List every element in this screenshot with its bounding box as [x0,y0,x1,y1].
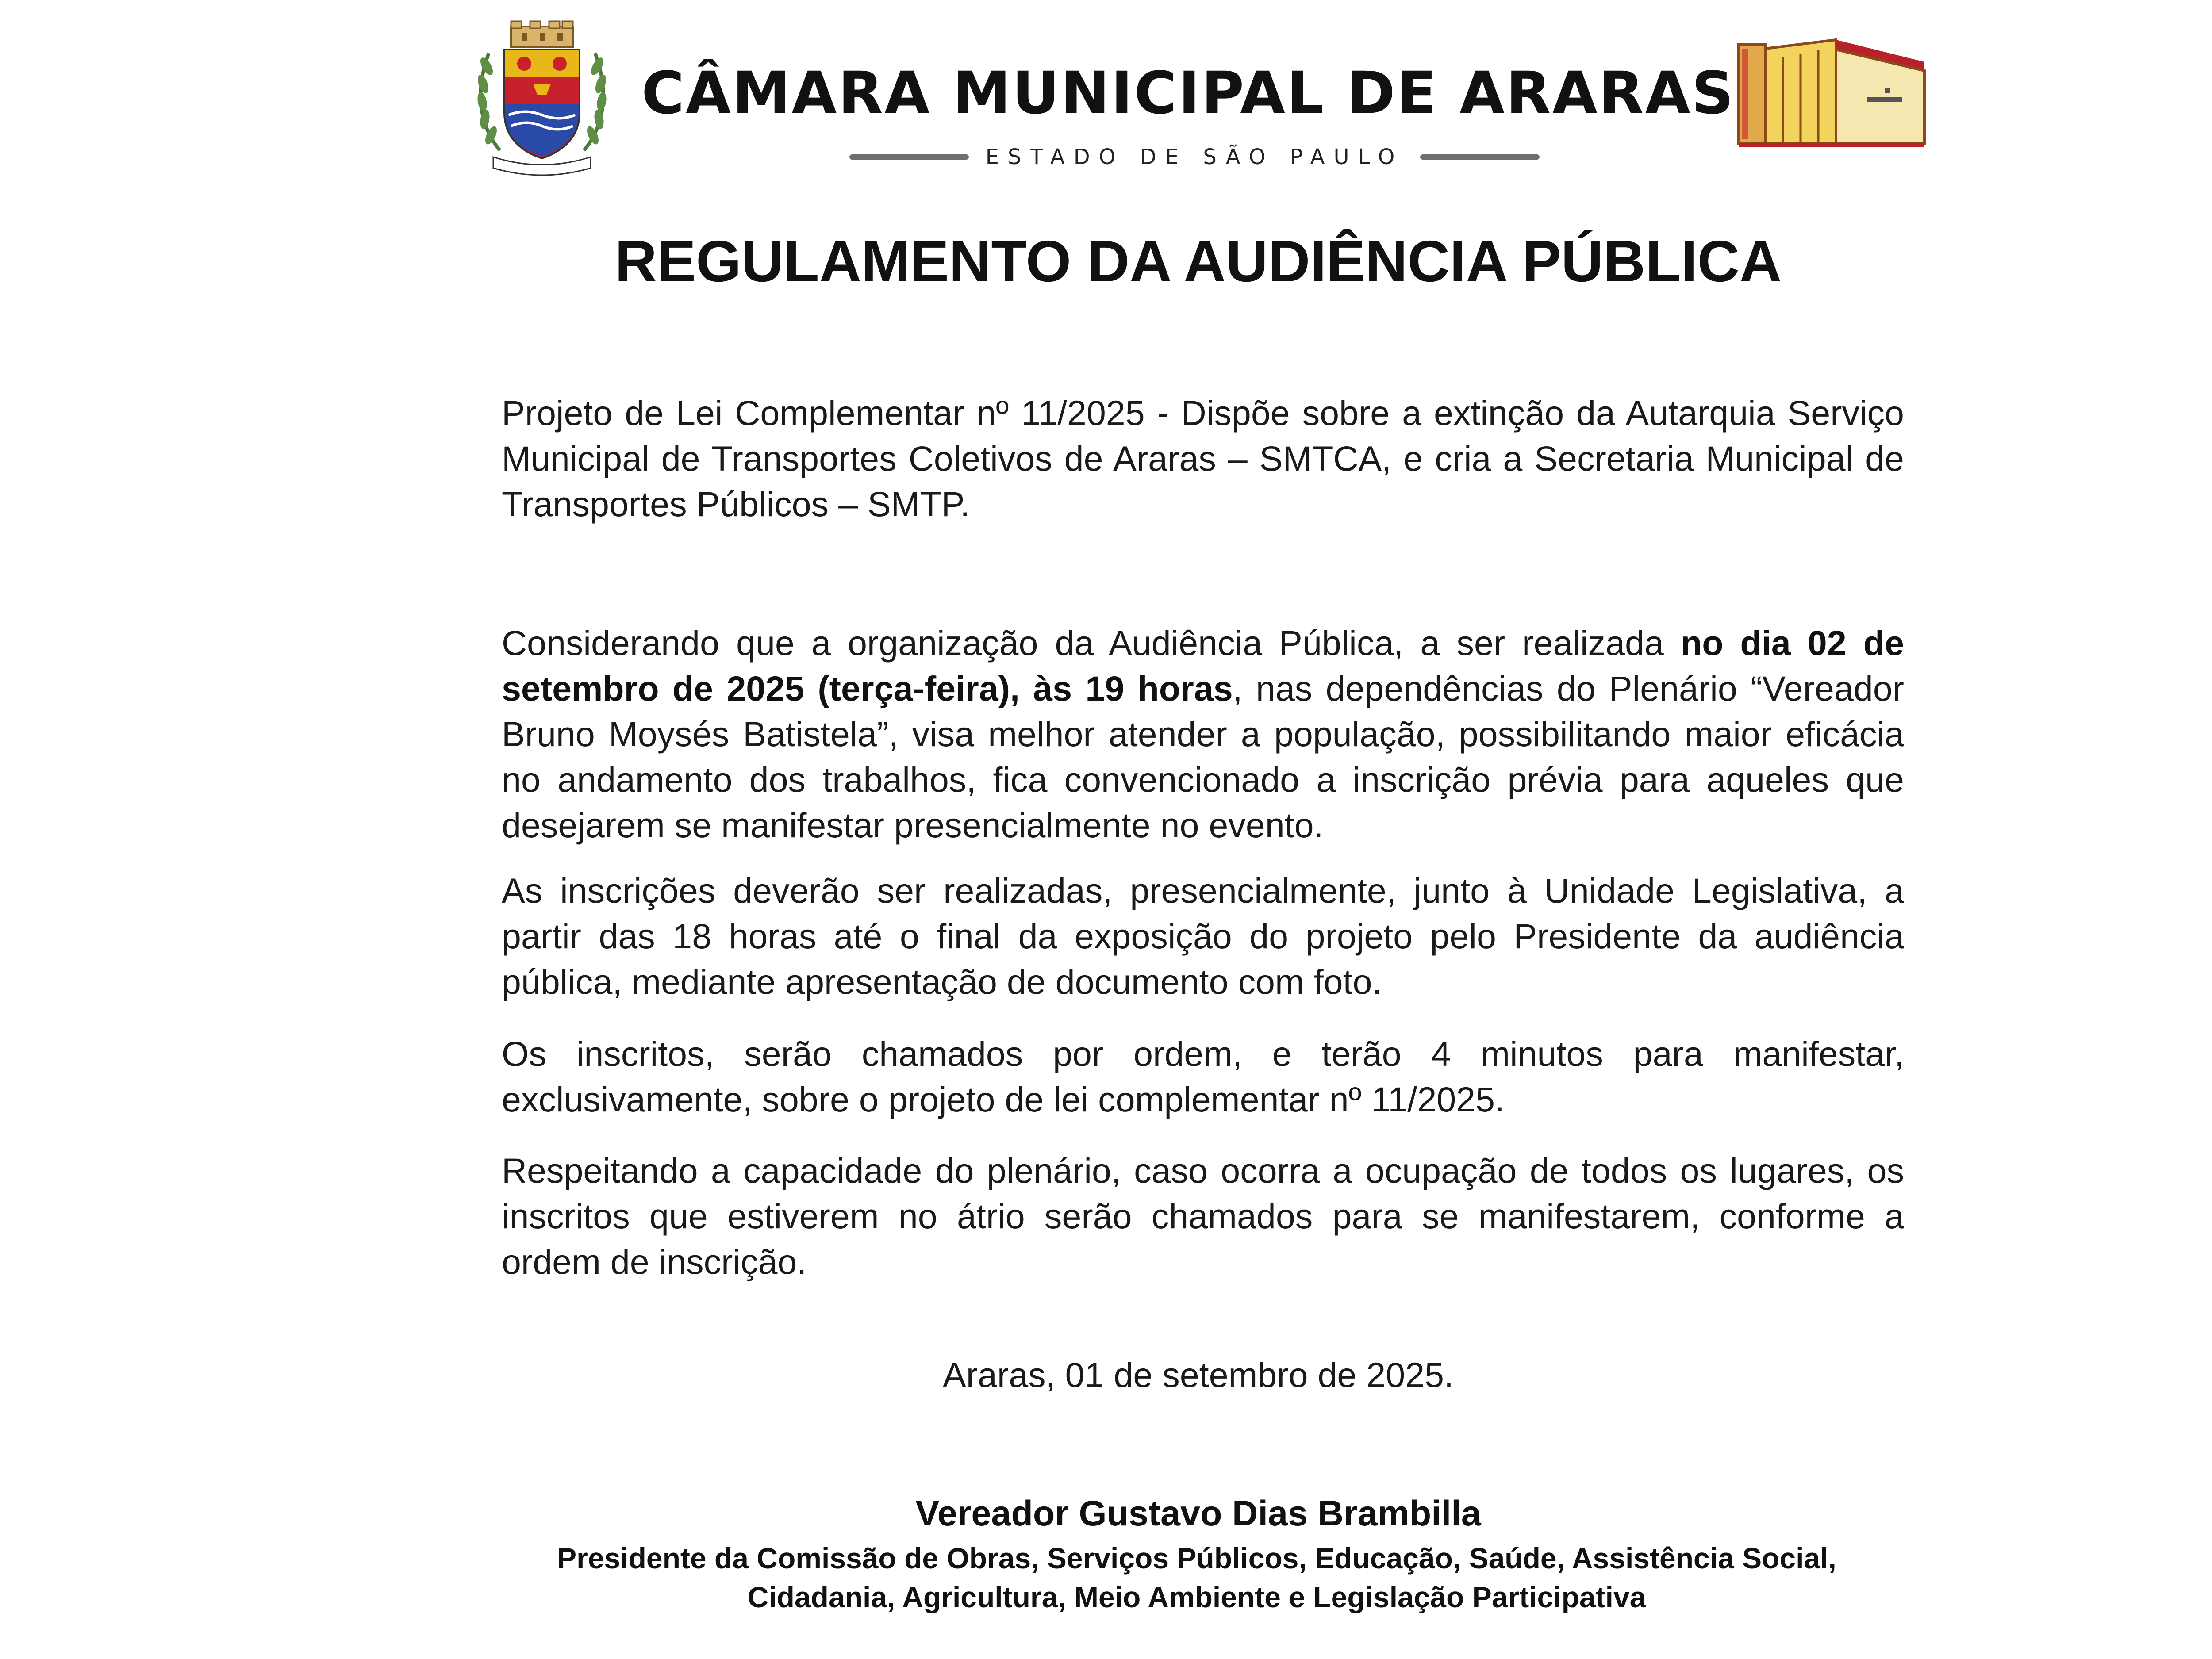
state-name: ESTADO DE SÃO PAULO [985,145,1404,169]
signer-role [465,1539,1929,1617]
divider-right [1420,154,1540,160]
state-subtitle [841,143,1548,169]
considering-paragraph [502,620,1904,848]
signer-name: Vereador Gustavo Dias Brambilla [915,1494,1481,1533]
considering-lead: Considerando que a organização da Audiência Pública, a ser realizada [502,623,1681,663]
registration-paragraph: As inscrições deverão ser realizadas, presencialmente, junto à Unidade Legislativa, a partir das 18 horas até o final da exposição do projeto pelo Presidente da audiência pública, mediante apresentação de documento com foto. [502,871,1904,1001]
chamber-name: CÂMARA MUNICIPAL DE ARARAS [641,59,1735,127]
signer-role-line-2: Cidadania, Agricultura, Meio Ambiente e Legislação Participativa [747,1581,1646,1613]
hearing-datetime: no dia 02 de setembro de 2025 (terça-feira), às 19 horas [502,623,1904,708]
divider-left [849,154,969,160]
chamber-building-icon [1734,31,1929,150]
document-title: REGULAMENTO DA AUDIÊNCIA PÚBLICA [614,229,1782,294]
bill-paragraph: Projeto de Lei Complementar nº 11/2025 - Dispõe sobre a extinção da Autarquia Serviço Municipal de Transportes Coletivos de Araras – SMTCA, e cria a Secretaria Municipal de Transportes Públicos – SMTP. [502,393,1904,524]
signer-role-line-1: Presidente da Comissão de Obras, Serviços Públicos, Educação, Saúde, Assistência Social, [557,1542,1836,1575]
speaking-order-paragraph: Os inscritos, serão chamados por ordem, e terão 4 minutos para manifestar, exclusivamente, sobre o projeto de lei complementar nº 11/2025. [502,1034,1904,1119]
dateline: Araras, 01 de setembro de 2025. [943,1355,1454,1395]
capacity-paragraph: Respeitando a capacidade do plenário, caso ocorra a ocupação de todos os lugares, os inscritos que estiverem no átrio serão chamados para se manifestarem, conforme a ordem de inscrição. [502,1151,1904,1281]
coat-of-arms-icon [469,18,615,177]
considering-rest: , nas dependências do Plenário “Vereador Bruno Moysés Batistela”, visa melhor atender a população, possibilitando maior eficácia no andamento dos trabalhos, fica convencionado a inscrição prévia para aqueles que desejarem se manifestar presencialmente no evento. [502,669,1904,845]
